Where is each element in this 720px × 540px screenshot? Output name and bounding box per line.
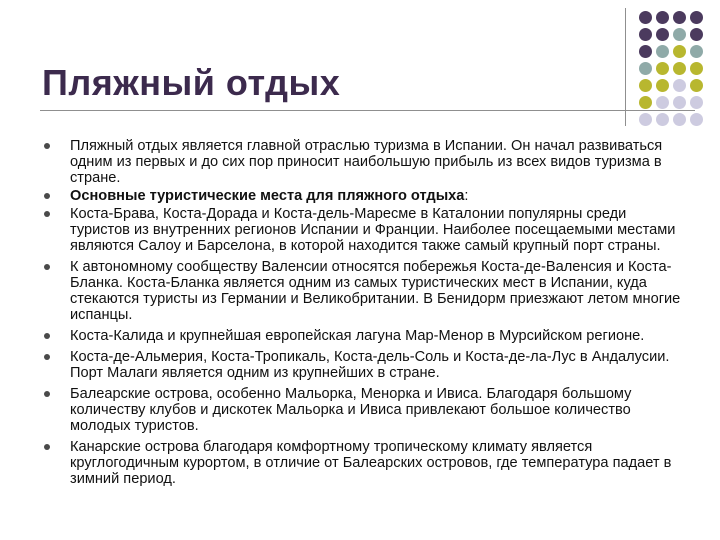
decorative-dot-purple: [656, 28, 669, 41]
decorative-dot-lavender: [690, 96, 703, 109]
decorative-dot-lavender: [656, 113, 669, 126]
decorative-dot-olive: [656, 62, 669, 75]
decorative-dot-lavender: [673, 96, 686, 109]
bullet-list: [42, 138, 682, 487]
bullet-icon: [44, 264, 50, 270]
decorative-dot-lavender: [673, 113, 686, 126]
bullet-text: Коста-Калида и крупнейшая европейская лагуна Мар-Менор в Мурсийском регионе.: [70, 328, 645, 344]
decorative-dot-lavender: [639, 113, 652, 126]
bullet-text: Коста-Брава, Коста-Дорада и Коста-дель-Маресме в Каталонии популярны среди туристов из внутренних регионов Испании и Франции. Наиболее посещаемыми местами являются Салоу и Барселона, в которой находится также самый крупный порт страны.: [70, 206, 676, 254]
list-item: [42, 188, 682, 204]
list-item: [42, 206, 682, 254]
decorative-dot-purple: [639, 28, 652, 41]
decorative-dot-lavender: [673, 79, 686, 92]
decorative-dot-purple: [673, 11, 686, 24]
decorative-dot-purple: [690, 11, 703, 24]
list-item: [42, 328, 682, 344]
decorative-dot-olive: [673, 45, 686, 58]
bullet-text: Балеарские острова, особенно Мальорка, Менорка и Ивиса. Благодаря большому количеству клубов и дискотек Мальорка и Ивиса привлекают большое количество молодых туристов.: [70, 386, 632, 434]
decorative-dot-lavender: [656, 96, 669, 109]
bullet-heading: Основные туристические места для пляжного отдыха: [70, 188, 465, 204]
horizontal-rule: [40, 110, 695, 111]
decorative-dot-olive: [639, 96, 652, 109]
list-item: [42, 349, 682, 381]
list-item: [42, 138, 682, 186]
decorative-dot-teal: [690, 45, 703, 58]
bullet-text: К автономному сообществу Валенсии относятся побережья Коста-де-Валенсия и Коста-Бланка. Коста-Бланка является одним из самых туристических мест в Испании, куда стекаются туристы из Германии и Великобритании. В Бенидорм приезжают летом многие испанцы.: [70, 259, 681, 323]
slide-title: Пляжный отдых: [42, 62, 341, 103]
vertical-rule: [625, 8, 626, 126]
bullet-icon: [44, 391, 50, 397]
decorative-dot-teal: [639, 62, 652, 75]
bullet-icon: [44, 333, 50, 339]
bullet-heading-colon: :: [464, 188, 469, 204]
list-item: [42, 439, 682, 487]
decorative-dot-lavender: [690, 113, 703, 126]
bullet-icon: [44, 354, 50, 360]
bullet-text: Канарские острова благодаря комфортному тропическому климату является круглогодичным курортом, в отличие от Балеарских островов, где температура падает в зимний период.: [70, 439, 672, 487]
decorative-dot-purple: [639, 11, 652, 24]
decorative-dot-olive: [673, 62, 686, 75]
decorative-dot-teal: [656, 45, 669, 58]
bullet-icon: [44, 193, 50, 199]
decorative-dot-purple: [639, 45, 652, 58]
decorative-dot-olive: [639, 79, 652, 92]
list-item: [42, 259, 682, 323]
bullet-icon: [44, 444, 50, 450]
decorative-dot-olive: [656, 79, 669, 92]
decorative-dot-olive: [690, 79, 703, 92]
list-item: [42, 386, 682, 434]
decorative-dot-olive: [690, 62, 703, 75]
bullet-icon: [44, 143, 50, 149]
decorative-dot-purple: [690, 28, 703, 41]
decorative-dot-purple: [656, 11, 669, 24]
decorative-dot-teal: [673, 28, 686, 41]
bullet-icon: [44, 211, 50, 217]
bullet-text: Пляжный отдых является главной отраслью туризма в Испании. Он начал развиваться одним из первых и до сих пор приносит наибольшую прибыль из всех видов туризма в стране.: [70, 138, 663, 186]
bullet-text: Коста-де-Альмерия, Коста-Тропикаль, Коста-дель-Соль и Коста-де-ла-Лус в Андалусии. Порт Малаги является одним из крупнейших в стране.: [70, 349, 670, 381]
